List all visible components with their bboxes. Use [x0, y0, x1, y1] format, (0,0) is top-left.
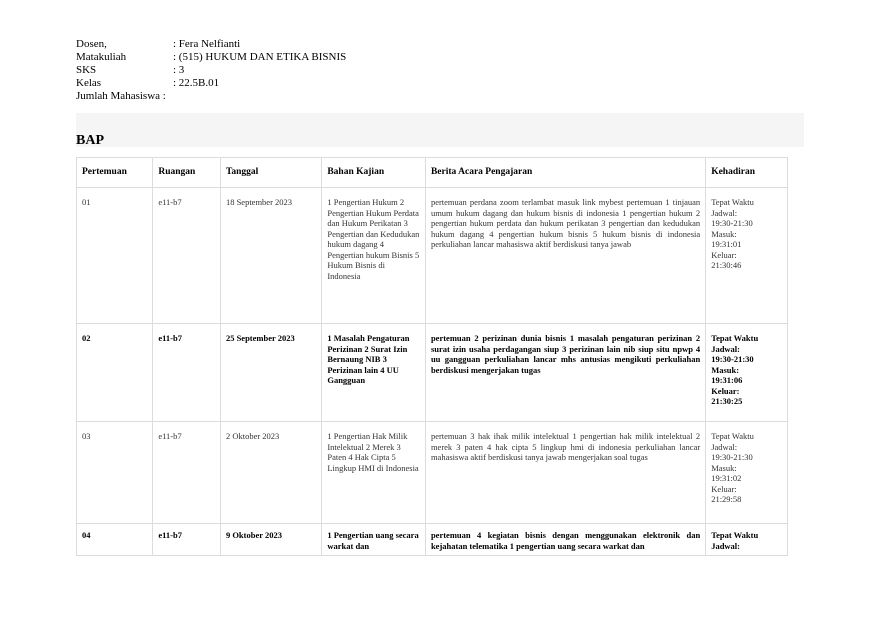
kehadiran-jadwal-value: 19:30-21:30 [711, 452, 753, 462]
kehadiran-masuk-label: Masuk: [711, 228, 737, 239]
dosen-label: Dosen, [76, 38, 107, 50]
kehadiran-jadwal-value: 19:30-21:30 [711, 218, 753, 228]
table-row [77, 422, 788, 524]
cell-tanggal: 18 September 2023 [220, 188, 321, 324]
info-dosen [76, 38, 346, 51]
cell-pertemuan: 04 [77, 524, 153, 556]
cell-pertemuan: 03 [77, 422, 153, 524]
header-berita-acara: Berita Acara Pengajaran [425, 158, 705, 188]
cell-pertemuan: 02 [77, 324, 153, 422]
bahan-kajian-text: 1 Pengertian uang secara warkat dan [327, 530, 419, 551]
kehadiran-jadwal-label: Jadwal: [711, 540, 740, 551]
cell-bahan-kajian [322, 524, 426, 556]
kehadiran-keluar-value: 21:30:25 [711, 396, 743, 406]
table-row [77, 524, 788, 556]
table-row [77, 324, 788, 422]
kehadiran-masuk-value: 19:31:02 [711, 473, 742, 483]
matakuliah-label: Matakuliah [76, 51, 127, 63]
sks-value: : 3 [173, 64, 185, 76]
cell-bahan-kajian: 1 Pengertian Hak Milik Intelektual 2 Merek 3 Paten 4 Hak Cipta 5 Lingkup HMI di Indonesia [322, 422, 426, 524]
header-ruangan: Ruangan [153, 158, 221, 188]
kehadiran-jadwal-label: Jadwal: [711, 207, 738, 218]
cell-tanggal: 25 September 2023 [220, 324, 321, 422]
cell-ruangan: e11-b7 [153, 188, 221, 324]
info-sks [76, 64, 346, 77]
kehadiran-keluar-value: 21:30:46 [711, 260, 742, 270]
cell-berita-acara: pertemuan 2 perizinan dunia bisnis 1 masalah pengaturan perizinan 2 surat izin usaha perdagangan siup 3 perizinan lain nib siup situ npwp 4 uu gangguan perkuliahan lancar mhs antusias mengikuti perkuliahan berdiskusi mengerjakan tugas [425, 324, 705, 422]
cell-tanggal: 9 Oktober 2023 [220, 524, 321, 556]
section-band [76, 113, 804, 147]
table-header-row [77, 158, 788, 188]
bap-title: BAP [76, 133, 104, 148]
dosen-value: : Fera Nelfianti [173, 38, 241, 50]
kehadiran-status: Tepat Waktu [711, 333, 759, 343]
cell-bahan-kajian: 1 Pengertian Hukum 2 Pengertian Hukum Perdata dan Hukum Perikatan 3 Pengertian dan Kedudukan hukum dagang 4 Pengertian hukum Bisnis 5 Hukum Bisnis di Indonesia [322, 188, 426, 324]
berita-acara-text: pertemuan 4 kegiatan bisnis dengan menggunakan elektronik dan kejahatan telematika 1 pengertian uang secara warkat dan [430, 530, 701, 551]
kehadiran-masuk-label: Masuk: [711, 364, 740, 375]
kehadiran-keluar-label: Keluar: [711, 249, 737, 260]
kehadiran-keluar-label: Keluar: [711, 385, 740, 396]
header-kehadiran: Kehadiran [706, 158, 788, 188]
kelas-value: : 22.5B.01 [173, 77, 220, 89]
kehadiran-status: Tepat Waktu [711, 197, 754, 207]
course-info [76, 38, 346, 103]
header-bahan-kajian: Bahan Kajian [322, 158, 426, 188]
cell-ruangan: e11-b7 [153, 422, 221, 524]
cell-ruangan: e11-b7 [153, 524, 221, 556]
kehadiran-status: Tepat Waktu [711, 530, 759, 540]
kehadiran-masuk-value: 19:31:01 [711, 239, 742, 249]
header-pertemuan: Pertemuan [77, 158, 153, 188]
kehadiran-keluar-value: 21:29:58 [711, 494, 742, 504]
info-kelas [76, 77, 346, 90]
cell-bahan-kajian: 1 Masalah Pengaturan Perizinan 2 Surat Izin Bernaung NIB 3 Perizinan lain 4 UU Gangguan [322, 324, 426, 422]
cell-kehadiran [706, 524, 788, 556]
kehadiran-keluar-label: Keluar: [711, 483, 737, 494]
table-row [77, 188, 788, 324]
info-jumlah [76, 90, 346, 103]
cell-ruangan: e11-b7 [153, 324, 221, 422]
info-matakuliah [76, 51, 346, 64]
matakuliah-value: : (515) HUKUM DAN ETIKA BISNIS [173, 51, 347, 63]
kehadiran-status: Tepat Waktu [711, 431, 754, 441]
cell-berita-acara [425, 524, 705, 556]
cell-kehadiran [706, 188, 788, 324]
sks-label: SKS [76, 64, 97, 76]
jumlah-label: Jumlah Mahasiswa : [76, 90, 166, 102]
cell-tanggal: 2 Oktober 2023 [220, 422, 321, 524]
cell-kehadiran [706, 324, 788, 422]
kehadiran-masuk-value: 19:31:06 [711, 375, 743, 385]
kehadiran-jadwal-label: Jadwal: [711, 343, 740, 354]
cell-pertemuan: 01 [77, 188, 153, 324]
kehadiran-jadwal-label: Jadwal: [711, 441, 738, 452]
kehadiran-jadwal-value: 19:30-21:30 [711, 354, 754, 364]
bap-table [76, 157, 788, 556]
cell-berita-acara: pertemuan perdana zoom terlambat masuk link mybest pertemuan 1 tinjauan umum hukum dagang dan hukum bisnis di indonesia 1 pengertian hukum 2 pengertian hukum perdata dan hukum perikatan 3 pengertian dan kedudukan hukum dagang 4 pengertian hukum bisnis 5 hukum bisnis di indonesia perkuliahan lancar mahasiswa aktif berdiskusi tanya jawab [425, 188, 705, 324]
kehadiran-masuk-label: Masuk: [711, 462, 737, 473]
cell-berita-acara: pertemuan 3 hak ihak milik intelektual 1 pengertian hak milik intelektual 2 merek 3 paten 4 hak cipta 5 lingkup hmi di indonesia perkuliahan lancar mahasiswa aktif berdiskusi tanya jawab mengerjakan soal tugas [425, 422, 705, 524]
header-tanggal: Tanggal [220, 158, 321, 188]
cell-kehadiran [706, 422, 788, 524]
kelas-label: Kelas [76, 77, 102, 89]
